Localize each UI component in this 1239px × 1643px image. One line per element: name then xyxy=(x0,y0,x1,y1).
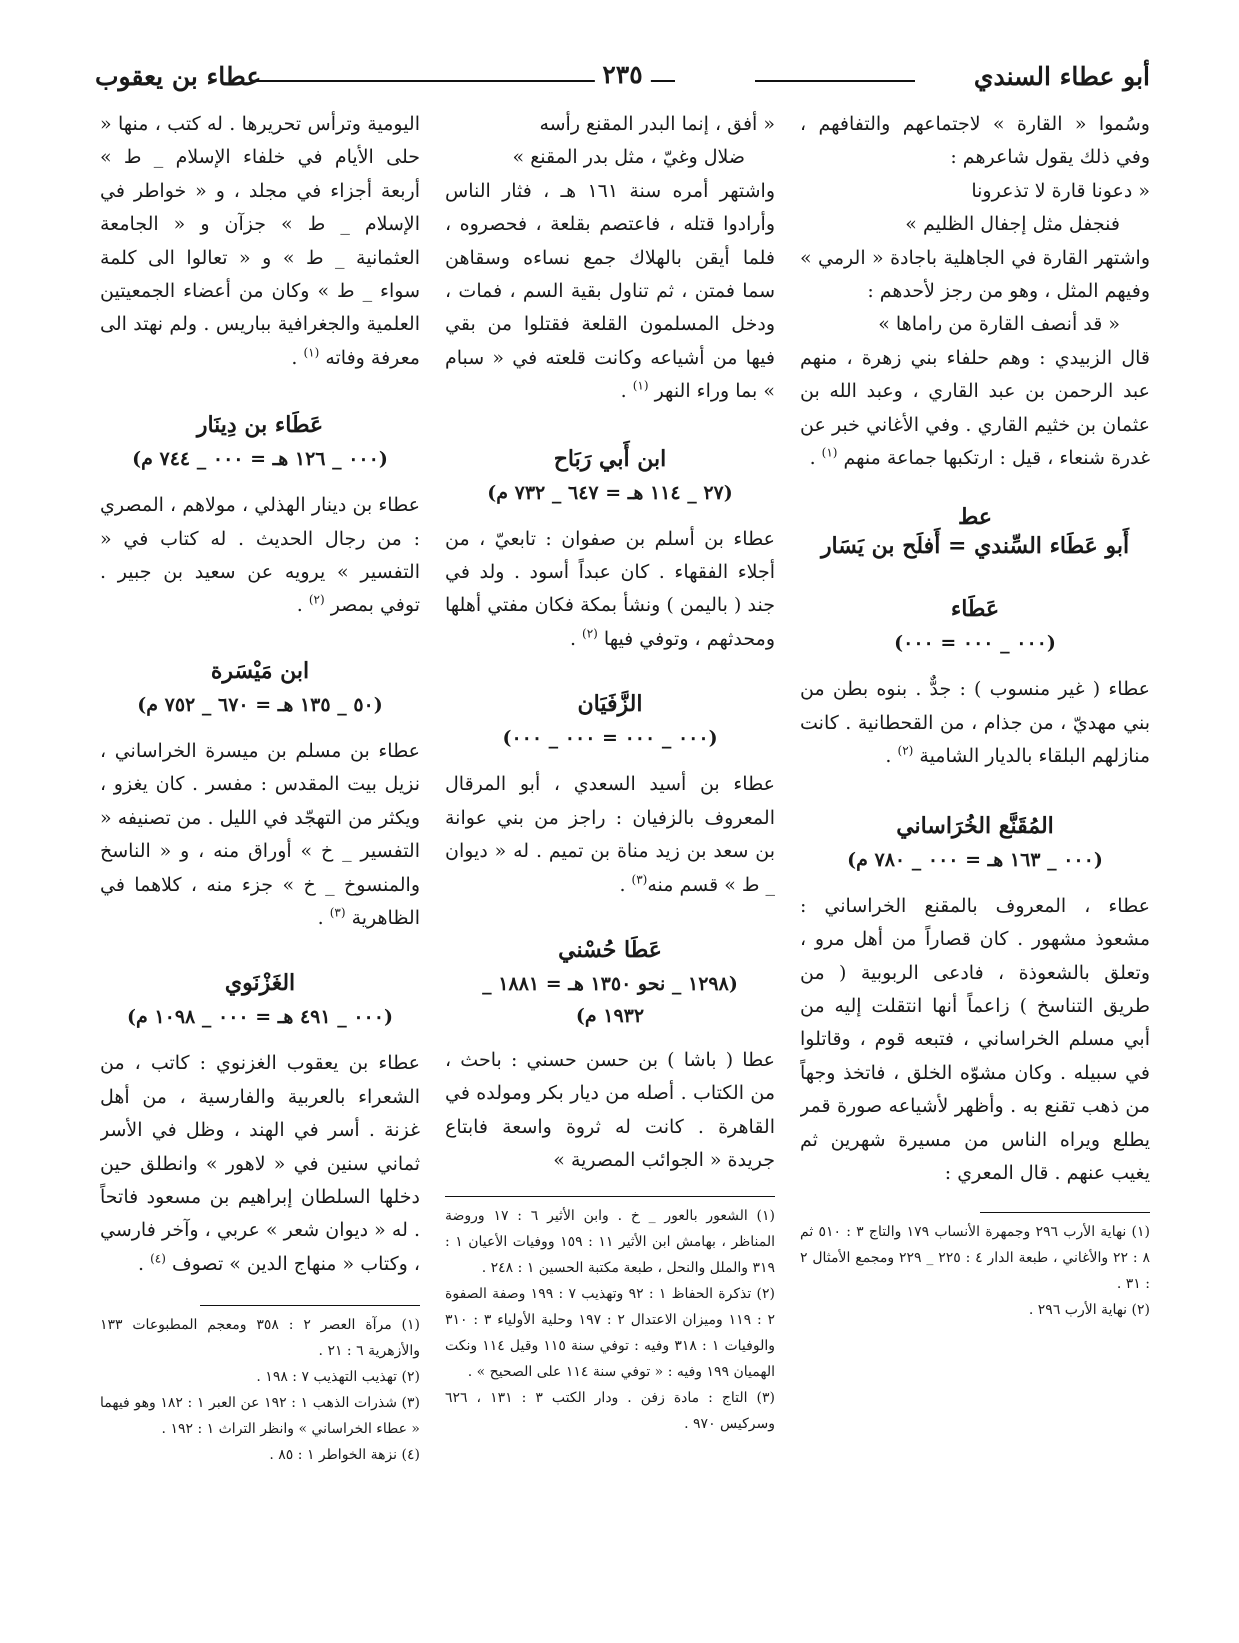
entry-heading: ابن أَبي رَبَاح xyxy=(553,445,667,472)
paragraph-text: عطاء بن مسلم بن ميسرة الخراساني ، نزيل بيت المقدس : مفسر . كان يغزو ، ويكثر من التهجّد في الليل . من تصنيفه « التفسير _ خ » أوراق منه ، و « الناسخ والمنسوخ _ خ » جزء منه ، كلاهما في الظاهرية xyxy=(100,739,420,929)
entry-dates: ١٩٣٢ م) xyxy=(575,1004,645,1027)
footnote: (٣) شذرات الذهب ١ : ١٩٢ عن العبر ١ : ١٨٢ وهو فيهما « عطاء الخراساني » وانظر التراث ١ : ١٩٢ . xyxy=(100,1395,420,1438)
footnote: (١) الشعور بالعور _ خ . وابن الأثير ٦ : ١٧ وروضة المناظر ، بهامش ابن الأثير ١١ : ١٥٩ ووفيات الأعيان ١ : ٣١٩ والملل والنحل ، طبعة مكتبة الحسين ١ : ٢٤٨ . xyxy=(445,1207,775,1276)
paragraph-text: واشتهر أمره سنة ١٦١ هـ ، فثار الناس وأرادوا قتله ، فاعتصم بقلعة ، فحصروه ، فلما أيقن بالهلاك جمع نساءه وسقاهن سما فمتن ، ثم تناول بقية السم ، فمات ، ودخل المسلمون القلعة فقتلوا من بقي فيها من أشياعه وكانت قلعته في « سبام » بما وراء النهر xyxy=(445,179,775,403)
paragraph-text: عطاء بن أسلم بن صفوان : تابعيّ ، من أجلاء الفقهاء . كان عبداً أسود . ولد في جند ( باليمن ) ونشأ بمكة فكان مفتي أهلها ومحدثهم ، وتوفي فيها xyxy=(445,527,775,650)
paragraph: عطاء بن مسلم بن ميسرة الخراساني ، نزيل بيت المقدس : مفسر . كان يغزو ، ويكثر من التهجّد في الليل . من تصنيفه « التفسير _ خ » أوراق منه ، و « الناسخ والمنسوخ _ خ » جزء منه ، كلاهما في الظاهرية $^{(٣)}$ . xyxy=(100,739,420,929)
footnote: (٢) تهذيب التهذيب ٧ : ١٩٨ . xyxy=(256,1369,420,1386)
page-number: ٢٣٥ xyxy=(594,60,650,89)
entry-dates: (٠٠٠ _ ٤٩١ هـ = ٠٠٠ _ ١٠٩٨ م) xyxy=(127,1006,393,1029)
paragraph-text: عطاء ( غير منسوب ) : جدٌّ . بنوه بطن من بني مهديّ ، من جذام ، من القحطانية . كانت منازلهم البلقاء بالديار الشامية xyxy=(800,678,1150,768)
cross-reference-heading: أَبو عَطَاء السِّندي = أَفلَح بن يَسَار xyxy=(820,533,1130,560)
paragraph-text: عطاء بن دينار الهذلي ، مولاهم ، المصري : من رجال الحديث . له كتاب في « التفسير » يرويه عن سعيد بن جبير . توفي بمصر xyxy=(100,494,420,617)
footnote-ref: (٣) xyxy=(631,872,648,887)
paragraph-text: اليومية وترأس تحريرها . له كتب ، منها « حلى الأيام في خلفاء الإسلام _ ط » أربعة أجزاء في مجلد ، و « خواطر في الإسلام _ ط » جزآن و « الجامعة العثمانية _ ط » و « تعالوا الى كلمة سواء _ ط » وكان من أعضاء الجمعيتين العلمية والجغرافية بباريس . ولم نهتد الى معرفة وفاته xyxy=(100,113,420,369)
running-header xyxy=(95,58,1150,98)
entry-dates: (٠٠٠ _ ١٦٣ هـ = ٠٠٠ _ ٧٨٠ م) xyxy=(847,848,1103,871)
entry-dates: (٠٠٠ _ ٠٠٠ = ٠٠٠) xyxy=(894,632,1056,655)
footnote-separator xyxy=(980,1212,1150,1213)
entry-dates: (٥٠ _ ١٣٥ هـ = ٦٧٠ _ ٧٥٢ م) xyxy=(137,693,383,716)
footnote-ref: (١) xyxy=(632,378,649,393)
entry-dates: (٠٠٠ _ ٠٠٠ = ٠٠٠ _ ٠٠٠) xyxy=(502,727,718,750)
paragraph: واشتهر أمره سنة ١٦١ هـ ، فثار الناس وأرادوا قتله ، فاعتصم بقلعة ، فحصروه ، فلما أيقن بالهلاك جمع نساءه وسقاهن سما فمتن ، ثم تناول بقية السم ، فمات ، ودخل المسلمون القلعة فقتلوا من بقي فيها من أشياعه وكانت قلعته في « سبام » بما وراء النهر $^{(١)}$ . xyxy=(445,179,775,403)
header-left-title: عطاء بن يعقوب xyxy=(95,62,262,91)
entry-dates: (٢٧ _ ١١٤ هـ = ٦٤٧ _ ٧٣٢ م) xyxy=(487,481,733,504)
entry-heading: عَطَاء xyxy=(950,596,1000,623)
footnote-ref: (١) xyxy=(303,345,320,360)
entry-dates: (٠٠٠ _ ١٢٦ هـ = ٠٠٠ _ ٧٤٤ م) xyxy=(132,448,388,471)
paragraph: عطاء بن دينار الهذلي ، مولاهم ، المصري : من رجال الحديث . له كتاب في « التفسير » يرويه عن سعيد بن جبير . توفي بمصر $^{(٢)}$ . xyxy=(100,494,420,617)
paragraph: عطاء ( غير منسوب ) : جدٌّ . بنوه بطن من بني مهديّ ، من جذام ، من القحطانية . كانت منازلهم البلقاء بالديار الشامية $^{(٢)}$ . xyxy=(800,678,1150,768)
verse-line: « أفق ، إنما البدر المقنع رأسه xyxy=(539,113,775,135)
entry-heading: الزَّفَيَان xyxy=(577,691,643,718)
header-right-title: أبو عطاء السندي xyxy=(973,62,1150,91)
footnote-ref: (١) xyxy=(821,445,838,460)
footnote-separator xyxy=(200,1305,420,1306)
entry-heading: ابن مَيْسَرة xyxy=(210,657,310,684)
column-middle xyxy=(445,108,775,1628)
paragraph-text: عطاء بن يعقوب الغزنوي : كاتب ، من الشعراء بالعربية والفارسية ، من أهل غزنة . أسر في الهند ، وظل في الأسر ثماني سنين في « لاهور » وانطلق حين دخلها السلطان إبراهيم بن مسعود فاتحاً . له « ديوان شعر » عربي ، وآخر فارسي ، وكتاب « منهاج الدين » تصوف xyxy=(100,1052,420,1275)
footnote-ref: (٣) xyxy=(329,905,346,920)
footnote-ref: (٢) xyxy=(308,593,325,608)
footnote: (٢) تذكرة الحفاظ ١ : ٩٢ وتهذيب ٧ : ١٩٩ وصفة الصفوة ٢ : ١١٩ وميزان الاعتدال ٢ : ١٩٧ وحلية الأولياء ٣ : ٣١٠ والوفيات ١ : ٣١٨ وفيه : توفي سنة ١١٥ وقيل ١١٤ ونكت الهميان ١٩٩ وفيه : « توفي سنة ١١٤ على الصحيح » . xyxy=(445,1285,775,1380)
paragraph: عطا ( باشا ) بن حسن حسني : باحث ، من الكتاب . أصله من ديار بكر ومولده في القاهرة . كانت له ثروة واسعة فابتاع جريدة « الجوائب المصرية » xyxy=(445,1048,775,1172)
footnote: (٣) التاج : مادة زفن . ودار الكتب ٣ : ١٣١ ، ٦٢٦ وسركيس ٩٧٠ . xyxy=(445,1389,775,1432)
entry-dates: (١٢٩٨ _ نحو ١٣٥٠ هـ = ١٨٨١ _ xyxy=(482,972,738,995)
footnote-ref: (٢) xyxy=(897,743,914,758)
footnote: (٢) نهاية الأرب ٢٩٦ . xyxy=(1028,1302,1150,1319)
verse-line: « قد أنصف القارة من راماها » xyxy=(878,313,1120,336)
paragraph: قال الزبيدي : وهم حلفاء بني زهرة ، منهم عبد الرحمن بن عبد القاري ، وعبد الله بن عثمان بن خثيم القاري . وفي الأغاني خبر عن غدرة شنعاء ، قيل : ارتكبها جماعة منهم $^{(١)}$ . xyxy=(800,346,1150,470)
entry-heading: الغَزْنَوي xyxy=(224,970,296,997)
footnote-separator xyxy=(445,1196,775,1197)
paragraph: عطاء بن أسيد السعدي ، أبو المرقال المعروف بالزفيان : راجز من بني عوانة بن سعد بن زيد مناة بن تميم . له « ديوان _ ط » قسم منه$^{(٣)}$ . xyxy=(445,773,775,896)
verse-line: فنجفل مثل إجفال الظليم » xyxy=(905,213,1120,236)
verse-line: « دعونا قارة لا تذعرونا xyxy=(971,179,1150,202)
entry-heading: عط xyxy=(957,504,992,531)
paragraph: اليومية وترأس تحريرها . له كتب ، منها « حلى الأيام في خلفاء الإسلام _ ط » أربعة أجزاء في مجلد ، و « خواطر في الإسلام _ ط » جزآن و « الجامعة العثمانية _ ط » و « تعالوا الى كلمة سواء _ ط » وكان من أعضاء الجمعيتين العلمية والجغرافية بباريس . ولم نهتد الى معرفة وفاته $^{(١)}$ . xyxy=(100,113,420,369)
header-rule-right xyxy=(755,80,915,82)
footnote: (١) مرآة العصر ٢ : ٣٥٨ ومعجم المطبوعات ١٣٣ والأزهرية ٦ : ٢١ . xyxy=(100,1317,420,1360)
footnote-ref: (٤) xyxy=(150,1251,166,1266)
paragraph: عطاء ، المعروف بالمقنع الخراساني : مشعوذ مشهور . كان قصاراً من أهل مرو ، وتعلق بالشعوذة ، فادعى الربوبية ( من طريق التناسخ ) زاعماً أنها انتقلت إليه من أبي مسلم الخراساني ، فتبعه قوم ، وقاتلوا في سبيله . وكان مشوّه الخلق ، فاتخذ وجهاً من ذهب تقنع به . وأظهر لأشياعه صورة قمر يطلع ويراه الناس من مسيرة شهرين ثم يغيب عنهم . قال المعري : xyxy=(800,894,1150,1184)
column-left xyxy=(100,108,420,1628)
verse-line: ضلال وغيّ ، مثل بدر المقنع » xyxy=(512,146,745,169)
paragraph: عطاء بن يعقوب الغزنوي : كاتب ، من الشعراء بالعربية والفارسية ، من أهل غزنة . أسر في الهند ، وظل في الأسر ثماني سنين في « لاهور » وانطلق حين دخلها السلطان إبراهيم بن مسعود فاتحاً . له « ديوان شعر » عربي ، وآخر فارسي ، وكتاب « منهاج الدين » تصوف $^{(٤)}$ . xyxy=(100,1052,420,1275)
paragraph: عطاء بن أسلم بن صفوان : تابعيّ ، من أجلاء الفقهاء . كان عبداً أسود . ولد في جند ( باليمن ) ونشأ بمكة فكان مفتي أهلها ومحدثهم ، وتوفي فيها $^{(٢)}$ . xyxy=(445,527,775,650)
paragraph: واشتهر القارة في الجاهلية باجادة « الرمي » وفيهم المثل ، وهو من رجز لأحدهم : xyxy=(800,246,1150,303)
paragraph: وسُموا « القارة » لاجتماعهم والتفافهم ، وفي ذلك يقول شاعرهم : xyxy=(800,113,1150,169)
entry-heading: عَطَاء بن دِينَار xyxy=(196,412,324,439)
footnote: (١) نهاية الأرب ٢٩٦ وجمهرة الأنساب ١٧٩ والتاج ٣ : ٥١٠ ثم ٨ : ٢٢ والأغاني ، طبعة الدار ٤ : ٢٢٥ _ ٢٢٩ ومجمع الأمثال ٢ : ٣١ . xyxy=(800,1224,1150,1293)
entry-heading: عَطَا حُسْني xyxy=(558,936,662,963)
paragraph-text: قال الزبيدي : وهم حلفاء بني زهرة ، منهم عبد الرحمن بن عبد القاري ، وعبد الله بن عثمان بن خثيم القاري . وفي الأغاني خبر عن غدرة شنعاء ، قيل : ارتكبها جماعة منهم xyxy=(800,346,1150,470)
entry-heading: المُقَنَّع الخُرَاساني xyxy=(896,812,1054,839)
footnote: (٤) نزهة الخواطر ١ : ٨٥ . xyxy=(269,1447,420,1464)
footnote-ref: (٢) xyxy=(582,626,598,641)
column-right xyxy=(800,108,1150,1628)
paragraph-text: عطاء بن أسيد السعدي ، أبو المرقال المعروف بالزفيان : راجز من بني عوانة بن سعد بن زيد مناة بن تميم . له « ديوان _ ط » قسم منه xyxy=(445,773,775,896)
